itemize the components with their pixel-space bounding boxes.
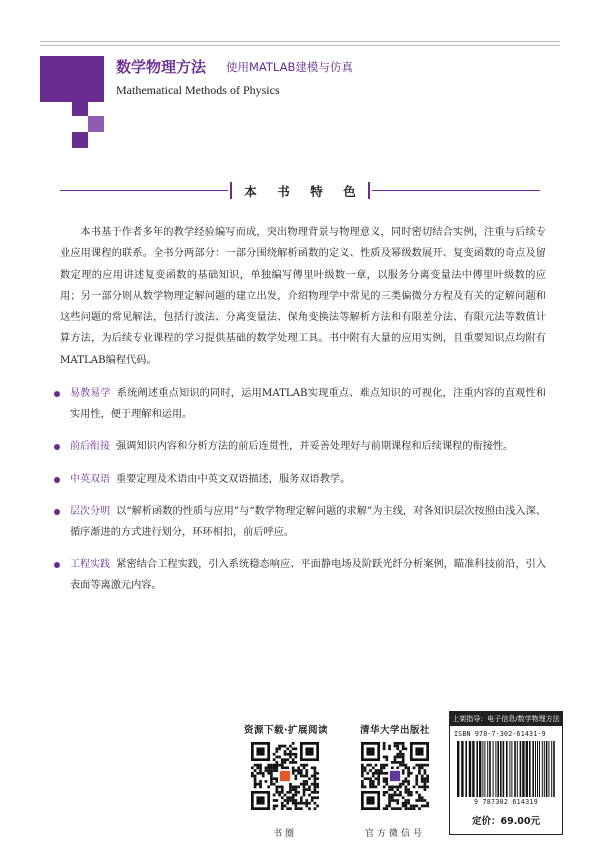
top-rule xyxy=(40,45,560,46)
decorative-square xyxy=(72,132,88,148)
qr-code-icon[interactable] xyxy=(361,742,429,810)
decorative-square xyxy=(40,56,104,102)
qr-left-label: 资源下载·扩展阅读 xyxy=(243,725,329,736)
book-title-english: Mathematical Methods of Physics xyxy=(116,83,280,97)
bullet-dot-icon xyxy=(54,391,60,397)
feature-item xyxy=(54,470,546,491)
book-subtitle: 使用MATLAB建模与仿真 xyxy=(226,60,353,74)
feature-keyword: 中英双语 xyxy=(70,473,110,485)
header-bar xyxy=(368,182,370,199)
feature-keyword: 前后衔接 xyxy=(70,441,110,452)
qr-right-caption: 官方微信号 xyxy=(364,829,425,839)
bullet-dot-icon xyxy=(54,562,60,568)
barcode-box xyxy=(449,711,563,835)
top-rule xyxy=(40,41,560,42)
isbn-text: ISBN 978-7-302-61431-9 xyxy=(454,730,546,738)
feature-text: 重要定理及术语由中英文双语描述，服务双语教学。 xyxy=(116,473,351,485)
header-line-right xyxy=(372,190,540,191)
feature-item xyxy=(54,555,546,596)
bullet-dot-icon xyxy=(54,509,60,515)
feature-keyword: 层次分明 xyxy=(70,506,111,517)
feature-item xyxy=(54,437,546,458)
qr-code-icon[interactable] xyxy=(251,742,319,810)
feature-item xyxy=(54,502,546,543)
header-title xyxy=(234,182,366,200)
header-bar xyxy=(230,182,232,199)
price: 定价：69.00元 xyxy=(471,816,541,827)
header-char: 色 xyxy=(343,184,356,199)
barcode-icon xyxy=(457,741,555,797)
book-title: 数学物理方法 xyxy=(116,58,207,76)
shelf-category: 上架指导：电子信息/数学物理方法 xyxy=(450,712,562,726)
header-line-left xyxy=(60,190,228,191)
feature-text: 紧密结合工程实践，引入系统稳态响应、平面静电场及阶跃光纤分析案例，瞄准科技前沿，引入表面等离激元内容。 xyxy=(70,559,547,591)
features-header xyxy=(60,180,540,202)
feature-text: 强调知识内容和分析方法的前后连贯性，并妥善处理好与前期课程和后续课程的衔接性。 xyxy=(116,441,514,452)
decorative-square xyxy=(72,100,88,116)
feature-keyword: 易教易学 xyxy=(70,388,111,399)
feature-item xyxy=(54,384,546,425)
intro-paragraph: 本书基于作者多年的教学经验编写而成，突出物理背景与物理意义，同时密切结合实例，注重与后续专业应用课程的联系。全书分两部分：一部分围绕解析函数的定义、性质及幂级数展开、复变函数的奇点及留数定理的应用讲述复变函数的基础知识，单独编写傅里叶级数一章，以服务分离变量法中傅里叶级数的应用；另一部分则从数学物理定解问题的建立出发，介绍物理学中常见的三类偏微分方程及有关的定解问题和这些问题的常见解法，包括行波法、分离变量法、保角变换法等解析方法和有限差分法、有限元法等数值计算方法，为后续专业课程的学习提供基础的数学处理工具。书中附有大量的应用实例，且重要知识点均附有MATLAB编程代码。 xyxy=(60,227,546,366)
barcode-number: 9 787302 614319 xyxy=(473,798,539,806)
bullet-dot-icon xyxy=(54,477,60,483)
decorative-square xyxy=(88,116,104,132)
header-char: 特 xyxy=(310,184,323,199)
feature-list xyxy=(54,384,546,608)
feature-text: 系统阐述重点知识的同时，运用MATLAB实现重点、难点知识的可视化，注重内容的直观性和实用性，便于理解和运用。 xyxy=(70,388,546,420)
qr-right-label: 清华大学出版社 xyxy=(359,725,430,736)
header-char: 书 xyxy=(277,184,290,199)
qr-left-caption: 书圈 xyxy=(272,829,297,839)
bullet-dot-icon xyxy=(54,444,60,450)
feature-text: 以“解析函数的性质与应用”与“数学物理定解问题的求解”为主线，对各知识层次按照由浅入深、循序渐进的方式进行划分，环环相扣，前后呼应。 xyxy=(70,506,546,538)
feature-keyword: 工程实践 xyxy=(70,559,111,570)
header-char: 本 xyxy=(244,184,257,199)
